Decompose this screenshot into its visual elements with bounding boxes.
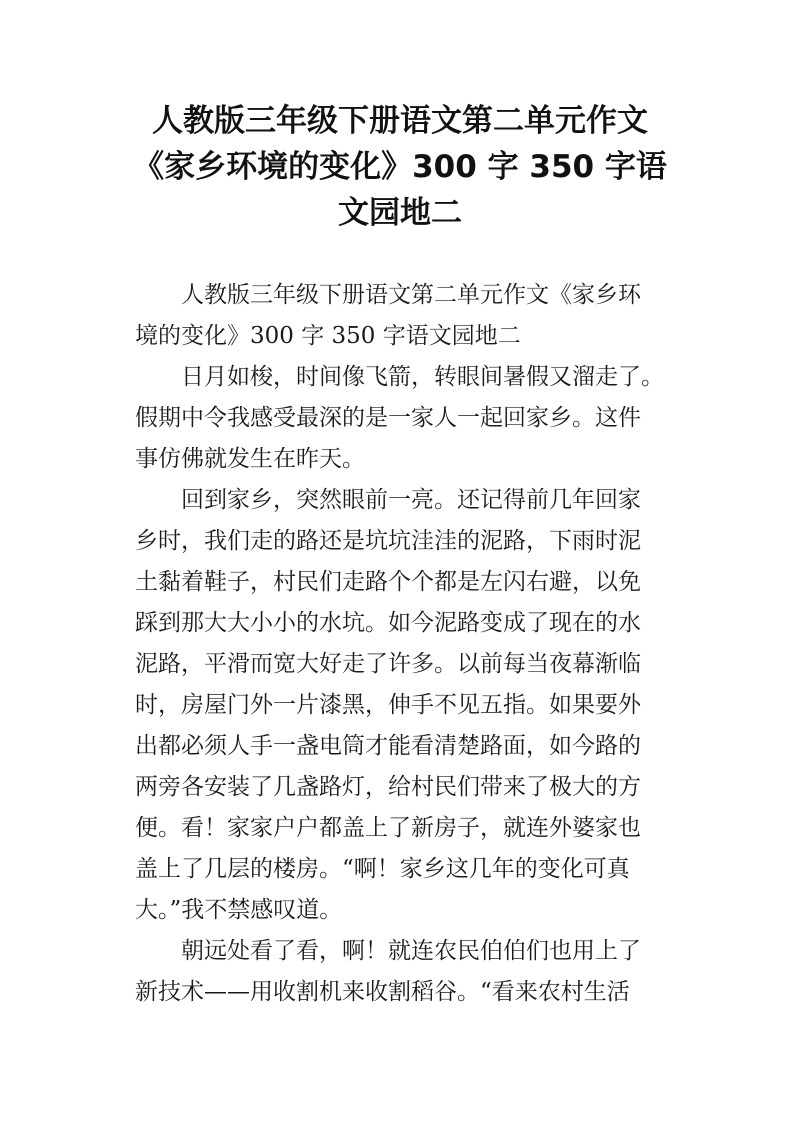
title-line: 人教版三年级下册语文第二单元作文 (152, 103, 648, 139)
text-line: 假期中令我感受最深的是一家人一起回家乡。这件 (135, 405, 641, 431)
text-line: 新技术——用收割机来收割稻谷。“看来农村生活 (135, 979, 630, 1005)
text-line: 便。看！家家户户都盖上了新房子，就连外婆家也 (135, 815, 641, 841)
text-line: 人教版三年级下册语文第二单元作文《家乡环 (181, 282, 641, 308)
paragraph-1 (135, 275, 675, 357)
paragraph-4 (135, 931, 675, 1013)
text-line: 回到家乡，突然眼前一亮。还记得前几年回家 (181, 487, 641, 513)
text-line: 土黏着鞋子，村民们走路个个都是左闪右避，以免 (135, 569, 641, 595)
text-line: 盖上了几层的楼房。“啊！家乡这几年的变化可真 (135, 856, 630, 882)
document-title (120, 98, 680, 236)
text-line: 境的变化》300 字 350 字语文园地二 (135, 323, 521, 349)
text-line: 泥路，平滑而宽大好走了许多。以前每当夜幕渐临 (135, 651, 641, 677)
text-line: 踩到那大大小小的水坑。如今泥路变成了现在的水 (135, 610, 641, 636)
title-line: 《家乡环境的变化》300 字 350 字语 (133, 149, 667, 185)
text-line: 大。”我不禁感叹道。 (135, 897, 343, 923)
title-line: 文园地二 (338, 195, 462, 231)
text-line: 事仿佛就发生在昨天。 (135, 446, 365, 472)
text-line: 时，房屋门外一片漆黑，伸手不见五指。如果要外 (135, 692, 641, 718)
text-line: 乡时，我们走的路还是坑坑洼洼的泥路，下雨时泥 (135, 528, 641, 554)
text-line: 两旁各安装了几盏路灯，给村民们带来了极大的方 (135, 774, 641, 800)
paragraph-3 (135, 480, 675, 931)
paragraph-2 (135, 357, 675, 480)
document-body (135, 275, 675, 1013)
text-line: 日月如梭，时间像飞箭，转眼间暑假又溜走了。 (181, 364, 664, 390)
text-line: 出都必须人手一盏电筒才能看清楚路面，如今路的 (135, 733, 641, 759)
text-line: 朝远处看了看，啊！就连农民伯伯们也用上了 (181, 938, 641, 964)
